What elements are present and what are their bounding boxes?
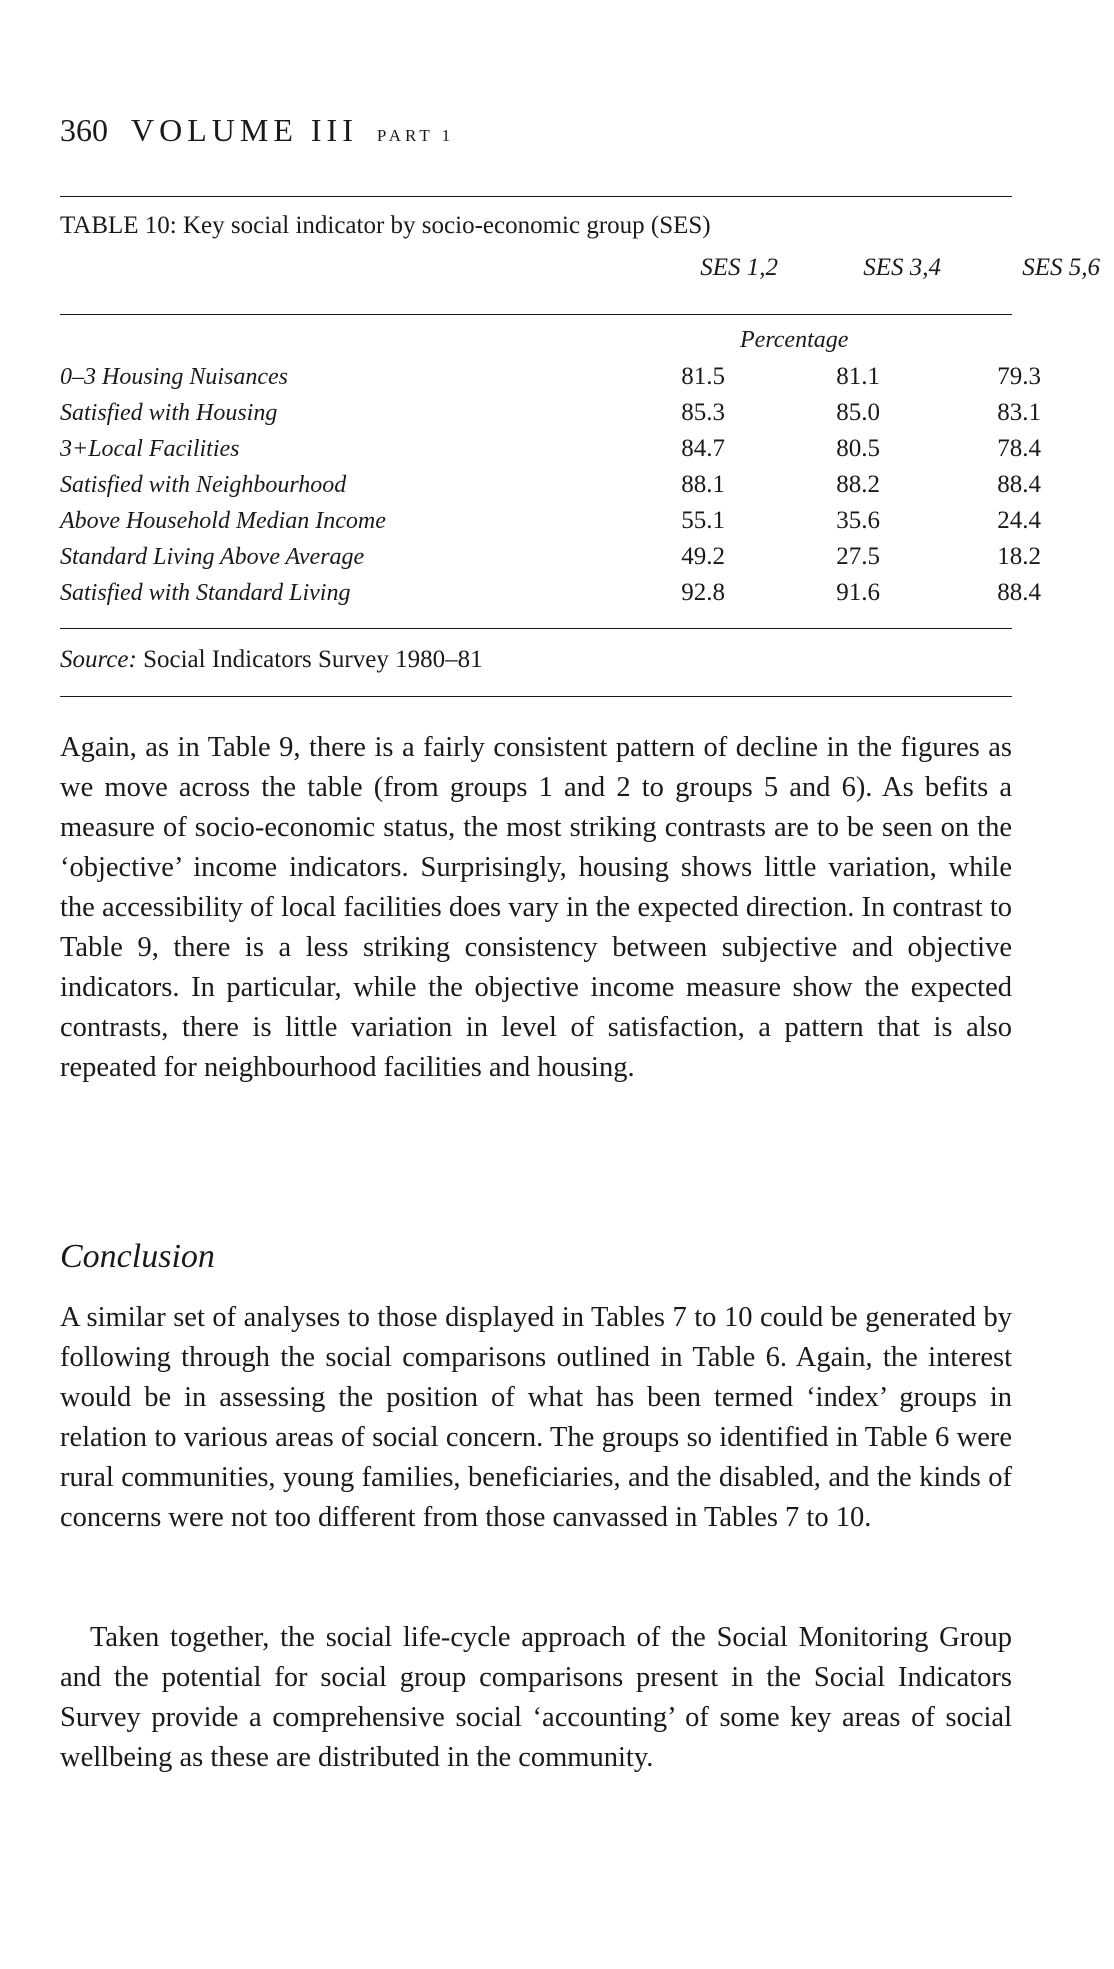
table-header-rule [60,314,1012,315]
table-cell: 80.5 [836,435,880,462]
row-label: Above Household Median Income [60,508,386,534]
table-cell: 92.8 [681,579,725,606]
table-cell: 88.1 [681,471,725,498]
table-caption: TABLE 10: Key social indicator by socio-economic group (SES) [60,212,711,239]
table-cell: 91.6 [836,579,880,606]
table-cell: 88.2 [836,471,880,498]
body-paragraph-3: Taken together, the social life-cycle approach of the Social Monitoring Group and the potential for social group comparisons present in the Social Indicators Survey provide a comprehensive social ‘accounting’ of some key areas of social wellbeing as these are distributed in the community. [60,1622,1012,1773]
table-cell: 49.2 [681,543,725,570]
body-paragraph-2: A similar set of analyses to those displayed in Tables 7 to 10 could be generated by following through the social comparisons outlined in Table 6. Again, the interest would be in assessing the position of what has been termed ‘index’ groups in relation to various areas of social concern. The groups so identified in Table 6 were rural communities, young families, beneficiaries, and the disabled, and the kinds of concerns were not too different from those canvassed in Tables 7 to 10. [60,1302,1012,1533]
table-cell: 79.3 [997,363,1041,390]
row-label: 3+Local Facilities [60,436,240,462]
volume-label: VOLUME III [131,112,358,148]
table-cell: 85.0 [836,399,880,426]
table-cell: 27.5 [836,543,880,570]
table-source [60,646,483,674]
table-cell: 88.4 [997,471,1041,498]
running-head [60,112,454,149]
table-bottom-rule [60,628,1012,629]
table-cell: 84.7 [681,435,725,462]
column-header-ses-3-4: SES 3,4 [863,254,941,281]
row-label: Satisfied with Neighbourhood [60,472,347,498]
section-heading: Conclusion [60,1238,215,1275]
table-cell: 24.4 [997,507,1041,534]
table-cell: 81.5 [681,363,725,390]
row-label: Satisfied with Standard Living [60,580,351,606]
table-cell: 18.2 [997,543,1041,570]
column-header-ses-1-2: SES 1,2 [700,254,778,281]
table-cell: 78.4 [997,435,1041,462]
row-label: Satisfied with Housing [60,400,278,426]
row-label: Standard Living Above Average [60,544,365,570]
part-label: PART 1 [376,126,455,145]
column-header-ses-5-6: SES 5,6 [1022,254,1100,281]
table-cell: 35.6 [836,507,880,534]
table-cell: 81.1 [836,363,880,390]
source-text: Social Indicators Survey 1980–81 [143,646,483,673]
table-cell: 55.1 [681,507,725,534]
source-rule [60,696,1012,697]
body-paragraph-1: Again, as in Table 9, there is a fairly consistent pattern of decline in the figures as we move across the table (from groups 1 and 2 to groups 5 and 6). As befits a measure of socio-economic status, the most striking contrasts are to be seen on the ‘objective’ income indicators. Surprisingly, housing shows little variation, while the accessibility of local facilities does vary in the expected direction. In contrast to Table 9, there is a less striking consistency between subjective and objective indicators. In particular, while the objective income measure show the expected contrasts, there is little variation in level of satisfaction, a pattern that is also repeated for neighbourhood facilities and housing. [60,732,1012,1083]
page-number: 360 [60,112,108,148]
unit-label: Percentage [740,327,849,353]
table-top-rule [60,196,1012,197]
table-cell: 88.4 [997,579,1041,606]
table-cell: 83.1 [997,399,1041,426]
row-label: 0–3 Housing Nuisances [60,364,288,390]
source-label: Source: [60,646,137,673]
table-cell: 85.3 [681,399,725,426]
